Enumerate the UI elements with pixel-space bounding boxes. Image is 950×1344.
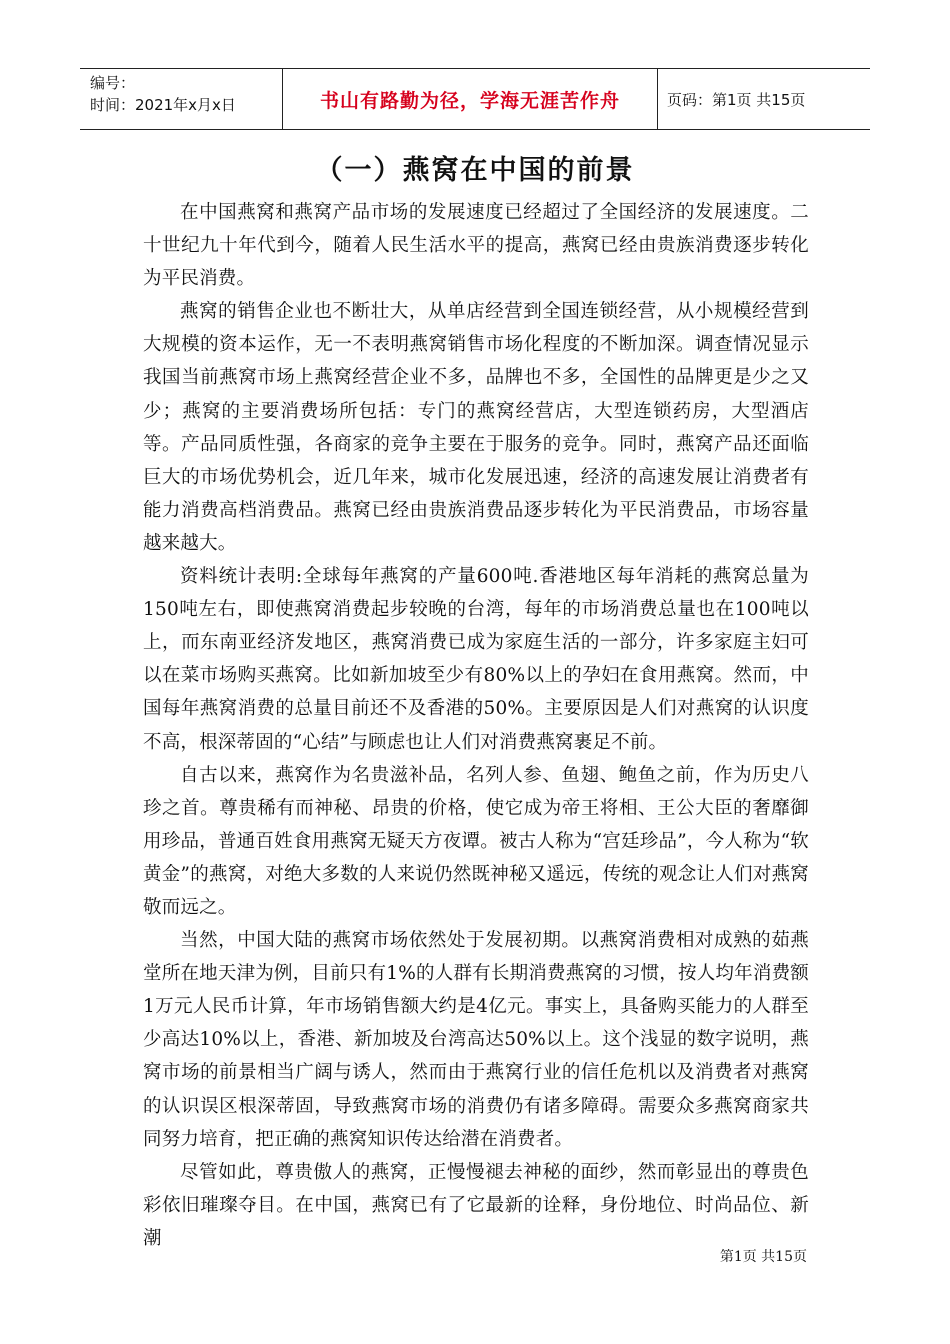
header-page-cell: [658, 69, 870, 129]
document-time-label: 时间：2021年x月x日: [90, 96, 236, 114]
header-table: [80, 68, 870, 130]
header-motto-cell: [283, 69, 658, 129]
document-title: （一）燕窝在中国的前景: [315, 155, 635, 186]
body-paragraph: 资料统计表明:全球每年燕窝的产量600吨.香港地区每年消耗的燕窝总量为150吨左右，即使燕窝消费起步较晚的台湾，每年的市场消费总量也在100吨以上，而东南亚经济发地区，燕窝消费已成为家庭生活的一部分，许多家庭主妇可以在菜市场购买燕窝。比如新加坡至少有80%以上的孕妇在食用燕窝。然而，中国每年燕窝消费的总量目前还不及香港的50%。主要原因是人们对燕窝的认识度不高，根深蒂固的“心结”与顾虑也让人们对消费燕窝裹足不前。: [143, 566, 809, 753]
header-info-cell: [80, 69, 283, 129]
document-number-label: 编号：: [90, 74, 136, 92]
body-paragraph: 在中国燕窝和燕窝产品市场的发展速度已经超过了全国经济的发展速度。二十世纪九十年代到今，随着人民生活水平的提高，燕窝已经由贵族消费逐步转化为平民消费。: [143, 202, 809, 290]
body-paragraph: 自古以来，燕窝作为名贵滋补品，名列人参、鱼翅、鲍鱼之前，作为历史八珍之首。尊贵稀有而神秘、昂贵的价格，使它成为帝王将相、王公大臣的奢靡御用珍品，普通百姓食用燕窝无疑天方夜谭。被古人称为“宫廷珍品”，今人称为“软黄金”的燕窝，对绝大多数的人来说仍然既神秘又遥远，传统的观念让人们对燕窝敬而远之。: [143, 764, 809, 918]
document-body: [143, 196, 809, 1255]
body-paragraph: 尽管如此，尊贵傲人的燕窝，正慢慢褪去神秘的面纱，然而彰显出的尊贵色彩依旧璀璨夺目。在中国，燕窝已有了它最新的诠释，身份地位、时尚品位、新潮: [143, 1161, 809, 1249]
footer-page-indicator: 第1页 共15页: [719, 1249, 807, 1265]
body-paragraph: 燕窝的销售企业也不断壮大，从单店经营到全国连锁经营，从小规模经营到大规模的资本运作，无一不表明燕窝销售市场化程度的不断加深。调查情况显示我国当前燕窝市场上燕窝经营企业不多，品牌也不多，全国性的品牌更是少之又少；燕窝的主要消费场所包括：专门的燕窝经营店，大型连锁药房，大型酒店等。产品同质性强，各商家的竞争主要在于服务的竞争。同时，燕窝产品还面临巨大的市场优势机会，近几年来，城市化发展迅速，经济的高速发展让消费者有能力消费高档消费品。燕窝已经由贵族消费品逐步转化为平民消费品，市场容量越来越大。: [143, 301, 809, 554]
header-motto: 书山有路勤为径，学海无涯苦作舟: [319, 89, 620, 112]
body-paragraph: 当然，中国大陆的燕窝市场依然处于发展初期。以燕窝消费相对成熟的茹燕堂所在地天津为例，目前只有1%的人群有长期消费燕窝的习惯，按人均年消费额1万元人民币计算，年市场销售额大约是4亿元。事实上，具备购买能力的人群至少高达10%以上，香港、新加坡及台湾高达50%以上。这个浅显的数字说明，燕窝市场的前景相当广阔与诱人，然而由于燕窝行业的信任危机以及消费者对燕窝的认识误区根深蒂固，导致燕窝市场的消费仍有诸多障碍。需要众多燕窝商家共同努力培育，把正确的燕窝知识传达给潜在消费者。: [143, 930, 809, 1150]
header-page-indicator: 页码：第1页 共15页: [667, 90, 806, 109]
